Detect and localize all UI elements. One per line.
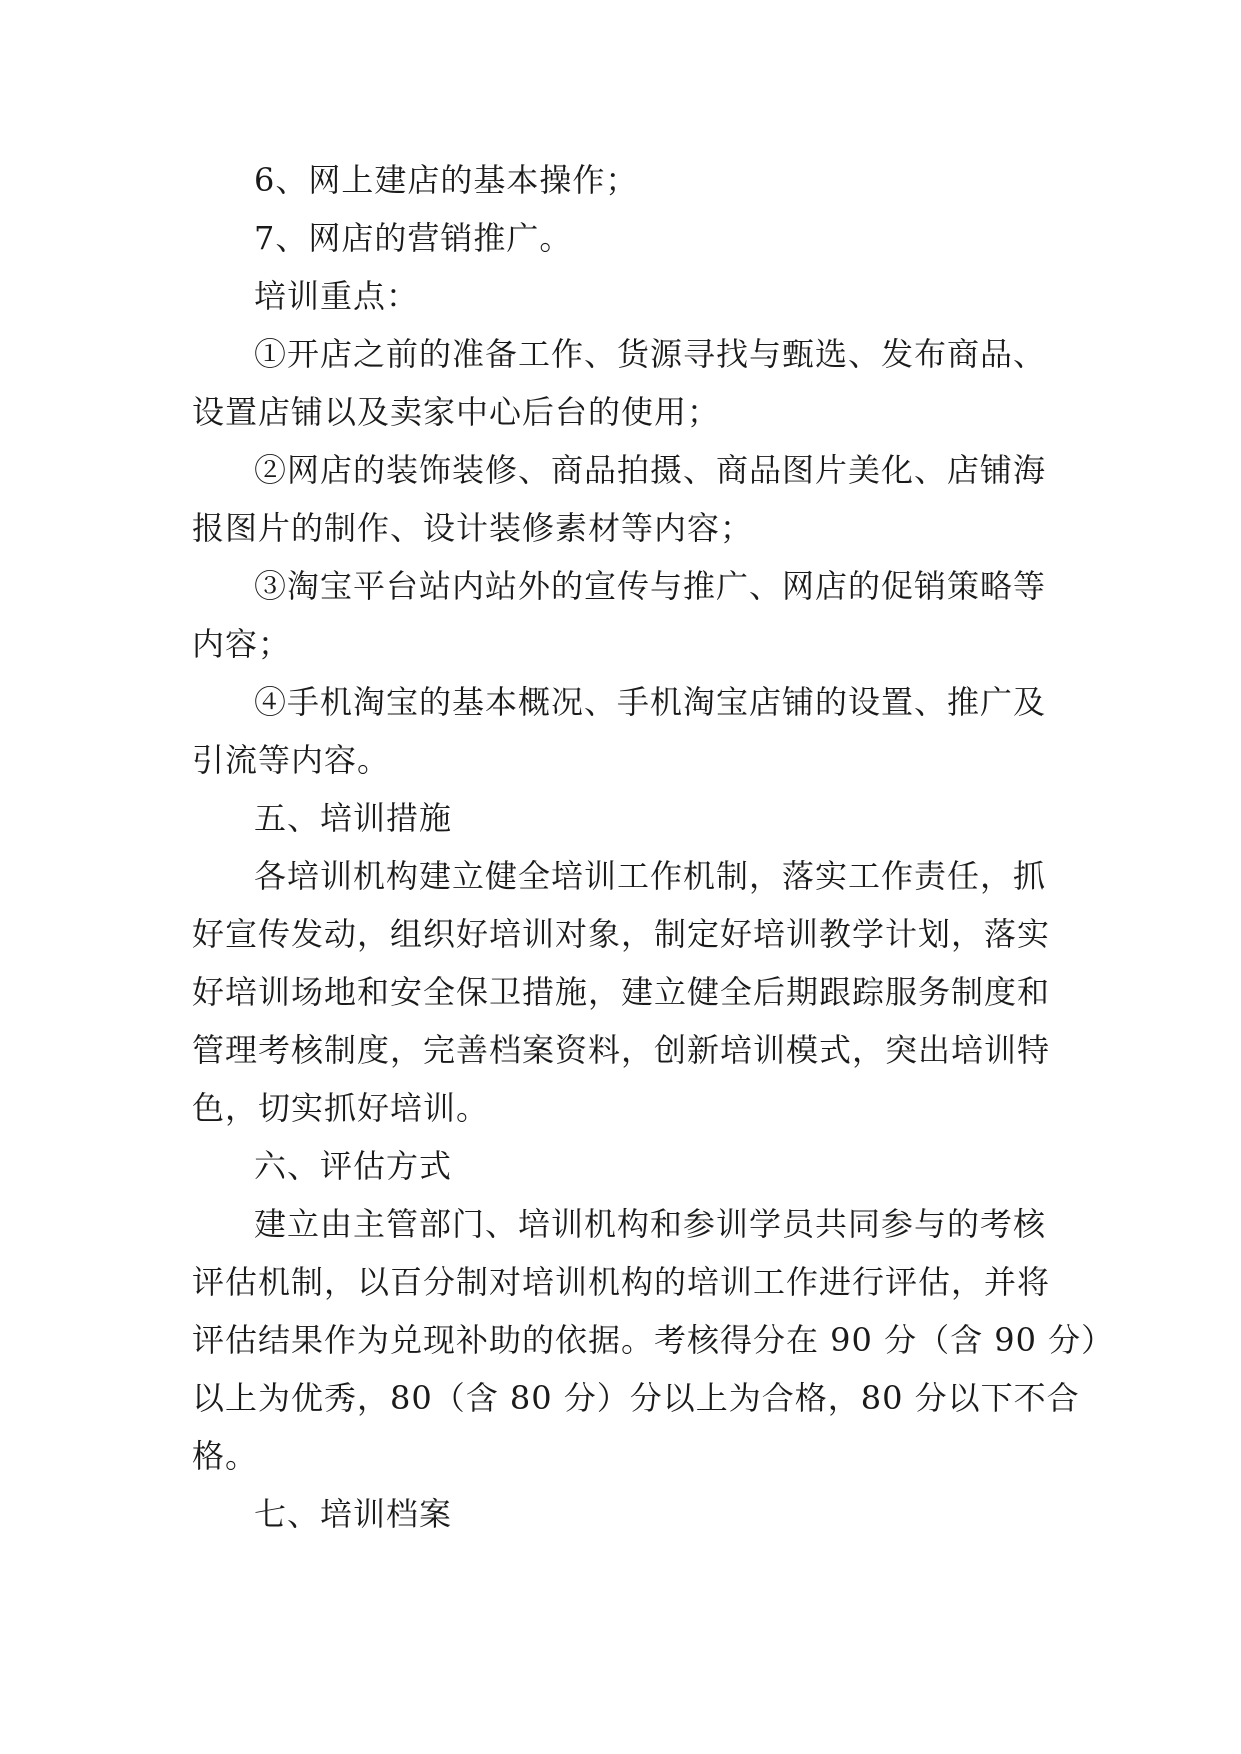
key-point-3-line-2: 内容； — [192, 625, 292, 663]
list-item-7: 7、网店的营销推广。 — [254, 219, 573, 257]
paragraph-5-line-1: 各培训机构建立健全培训工作机制，落实工作责任，抓 — [254, 857, 1047, 895]
key-point-1-line-2: 设置店铺以及卖家中心后台的使用； — [192, 393, 721, 431]
paragraph-5-line-3: 好培训场地和安全保卫措施，建立健全后期跟踪服务制度和 — [192, 973, 1051, 1011]
key-point-2-line-1: ②网店的装饰装修、商品拍摄、商品图片美化、店铺海 — [254, 451, 1047, 489]
paragraph-6-line-1: 建立由主管部门、培训机构和参训学员共同参与的考核 — [254, 1205, 1047, 1243]
key-point-4-line-1: ④手机淘宝的基本概况、手机淘宝店铺的设置、推广及 — [254, 683, 1047, 721]
key-point-1-line-1: ①开店之前的准备工作、货源寻找与甄选、发布商品、 — [254, 335, 1047, 373]
paragraph-6-line-4: 以上为优秀，80（含 80 分）分以上为合格，80 分以下不合 — [192, 1379, 1080, 1417]
paragraph-6-line-5: 格。 — [192, 1437, 259, 1475]
key-point-2-line-2: 报图片的制作、设计装修素材等内容； — [192, 509, 754, 547]
section-heading-5: 五、培训措施 — [254, 799, 453, 837]
list-item-6: 6、网上建店的基本操作； — [254, 161, 639, 199]
section-heading-7: 七、培训档案 — [254, 1495, 453, 1533]
paragraph-5-line-2: 好宣传发动，组织好培训对象，制定好培训教学计划，落实 — [192, 915, 1051, 953]
key-point-4-line-2: 引流等内容。 — [192, 741, 391, 779]
paragraph-5-line-4: 管理考核制度，完善档案资料，创新培训模式，突出培训特 — [192, 1031, 1051, 1069]
paragraph-5-line-5: 色，切实抓好培训。 — [192, 1089, 490, 1127]
paragraph-6-line-3: 评估结果作为兑现补助的依据。考核得分在 90 分（含 90 分） — [192, 1321, 1115, 1359]
key-point-3-line-1: ③淘宝平台站内站外的宣传与推广、网店的促销策略等 — [254, 567, 1047, 605]
section-label-key-points: 培训重点： — [254, 277, 420, 315]
paragraph-6-line-2: 评估机制，以百分制对培训机构的培训工作进行评估，并将 — [192, 1263, 1051, 1301]
section-heading-6: 六、评估方式 — [254, 1147, 453, 1185]
